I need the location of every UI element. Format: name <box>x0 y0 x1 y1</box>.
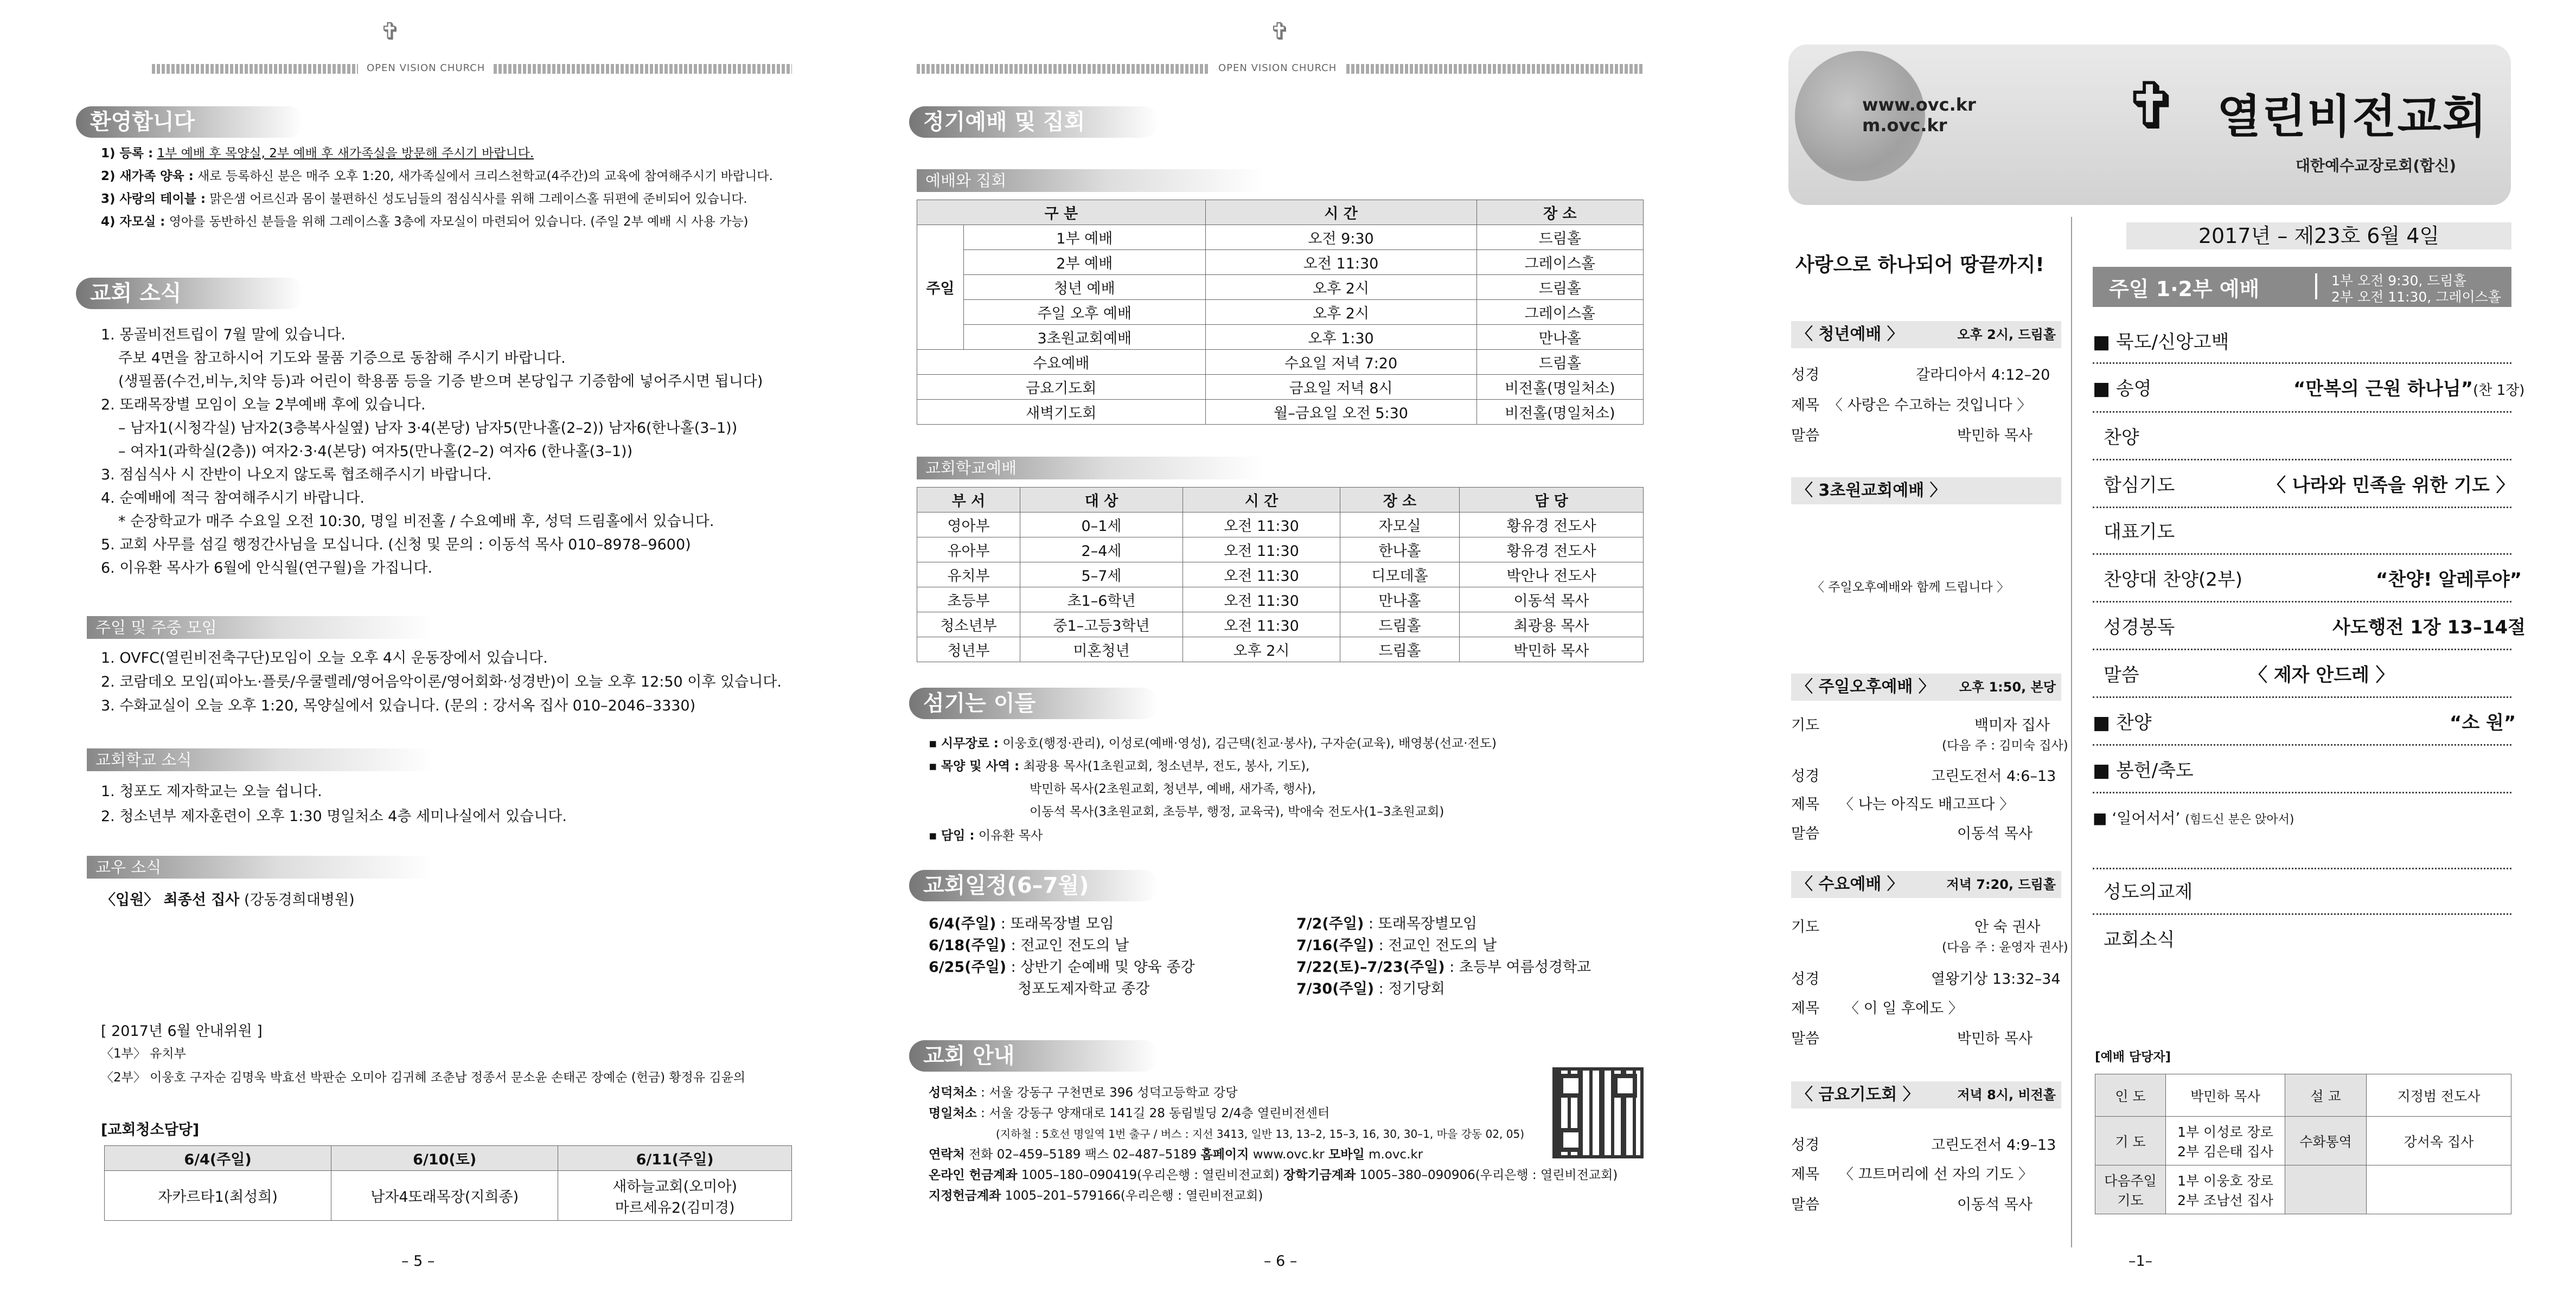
order-divider <box>2093 601 2511 603</box>
order-item: 대표기도 <box>2104 521 2175 543</box>
duty-table <box>2095 1074 2511 1214</box>
wed-value: (다음 주 : 윤영자 권사) <box>1942 940 2068 955</box>
worship-sub: 예배와 집회 <box>917 169 1264 192</box>
school-worship-sub: 교회학교예배 <box>917 457 1264 479</box>
duty-title: [예배 담당자] <box>2095 1050 2171 1064</box>
school-header: 부 서 <box>917 488 1020 513</box>
schedule-item: 7/22(토)–7/23(주일) : 초등부 여름성경학교 <box>1296 959 1591 976</box>
order-item: ■ 봉헌/축도 <box>2093 760 2194 781</box>
afternoon-label: 말씀 <box>1791 825 1820 842</box>
fri-label: 성경 <box>1791 1137 1820 1154</box>
fri-value: 이동석 목사 <box>1957 1196 2032 1213</box>
worship-cell: 수요예배 <box>917 350 1206 375</box>
c3-header: 〈 3초원교회예배 〉 <box>1791 477 2061 504</box>
order-item: 합심기도 <box>2104 475 2175 496</box>
duty-cell: 설 교 <box>2285 1074 2367 1117</box>
school-cell: 청소년부 <box>917 612 1020 637</box>
youth-label: 성경 <box>1791 367 1820 383</box>
schedule-item: 6/4(주일) : 또래목장별 모임 <box>929 915 1114 932</box>
cross-heart-icon: ✞ <box>380 18 401 46</box>
school-cell: 유아부 <box>917 537 1020 562</box>
cleaning-cell: 자카르타1(최성희) <box>105 1171 331 1221</box>
order-item: 찬양대 찬양(2부) <box>2104 569 2243 591</box>
youth-value: 갈라디아서 4:12–20 <box>1916 367 2050 383</box>
worship-cell: 금요기도회 <box>917 375 1206 400</box>
school-header: 담 당 <box>1460 488 1644 513</box>
servants-line: ▪ 시무장로 : 이웅호(행정·관리), 이성로(예배·영성), 김근택(친교·봉사), 구자순(교육), 배영봉(선교·전도) <box>929 736 1497 751</box>
worship-cell: 주일 오후 예배 <box>964 300 1206 325</box>
vertical-divider <box>2071 217 2072 1247</box>
header-church-name: OPEN VISION CHURCH <box>358 62 494 74</box>
school-cell: 오전 11:30 <box>1183 587 1340 612</box>
school-cell: 박안나 전도사 <box>1460 562 1644 587</box>
welcome-item: 2) 새가족 양육 : 새로 등록하신 분은 매주 오후 1:20, 새가족실에서 크리스천학교(4주간)의 교육에 참여해주시기 바랍니다. <box>101 169 773 183</box>
wed-value: 열왕기상 13:32–34 <box>1931 971 2061 988</box>
youth-value: 〈 사랑은 수고하는 것입니다 〉 <box>1828 397 2032 414</box>
school-cell: 드림홀 <box>1340 612 1460 637</box>
banner-url: www.ovc.kr <box>1862 94 1976 115</box>
order-value: “소 원” <box>2450 712 2516 734</box>
news-line: 3. 점심식사 시 잔반이 나오지 않도록 협조해주시기 바랍니다. <box>101 466 492 483</box>
fri-value: 〈 끄트머리에 선 자의 기도 〉 <box>1839 1166 2033 1183</box>
news-line: 4. 순예배에 적극 참여해주시기 바랍니다. <box>101 490 365 507</box>
worship-header: 시 간 <box>1205 200 1476 225</box>
news-line: 5. 교회 사무를 섬길 행정간사님을 모십니다. (신청 및 문의 : 이동석 목사 010–8978–9600) <box>101 536 691 553</box>
worship-cell: 2부 예배 <box>964 250 1206 275</box>
duty-cell: 지정범 전도사 <box>2367 1074 2511 1117</box>
worship-cell: 오후 1:30 <box>1205 325 1476 350</box>
header-church-name: OPEN VISION CHURCH <box>1210 62 1345 74</box>
school-cell: 2–4세 <box>1020 537 1183 562</box>
service-time: 1부 오전 9:30, 드림홀 <box>2331 273 2466 289</box>
member-news-title: 교우 소식 <box>87 856 434 879</box>
school-cell: 오전 11:30 <box>1183 612 1340 637</box>
school-cell: 황유경 전도사 <box>1460 513 1644 537</box>
worship-cell: 만나홀 <box>1476 325 1643 350</box>
welcome-title: 환영합니다 <box>76 106 304 138</box>
schedule-item: 청포도제자학교 종강 <box>1018 981 1150 997</box>
qr-code-icon <box>1552 1067 1644 1158</box>
worship-cell: 1부 예배 <box>964 225 1206 250</box>
worship-title: 정기예배 및 집회 <box>909 106 1159 138</box>
news-line: 6. 이유환 목사가 6월에 안식월(연구월)을 가집니다. <box>101 560 433 576</box>
order-value: 〈 나라와 민족을 위한 기도 〉 <box>2267 475 2515 496</box>
wed-label: 기도 <box>1791 919 1820 936</box>
slogan: 사랑으로 하나되어 땅끝까지! <box>1795 254 2044 276</box>
order-value: 〈 제자 안드레 〉 <box>2249 664 2394 686</box>
school-cell: 유치부 <box>917 562 1020 587</box>
wed-label: 성경 <box>1791 971 1820 988</box>
servants-line: 박민하 목사(2초원교회, 청년부, 예배, 새가족, 행사), <box>1030 782 1316 796</box>
school-cell: 최광용 목사 <box>1460 612 1644 637</box>
order-divider <box>2093 868 2511 869</box>
order-item: ■ ‘일어서서’ (힘드신 분은 앉아서) <box>2093 809 2294 827</box>
school-cell: 0–1세 <box>1020 513 1183 537</box>
afternoon-value: 백미자 집사 <box>1974 717 2050 734</box>
wed-value: 〈 이 일 후에도 〉 <box>1844 1000 1963 1017</box>
order-divider <box>2093 913 2511 915</box>
header-bar-middle <box>917 64 1644 74</box>
order-divider <box>2093 744 2511 746</box>
sunday-line: 2. 코람데오 모임(피아노·플룻/우쿨렐레/영어음악이론/영어회화·성경반)이 오늘 오후 12:50 이후 있습니다. <box>101 674 782 690</box>
afternoon-label: 성경 <box>1791 768 1820 785</box>
cross-heart-icon: ✞ <box>1270 18 1290 46</box>
afternoon-value: 〈 나는 아직도 배고프다 〉 <box>1839 796 2015 813</box>
order-item: ■ 찬양 <box>2093 712 2152 734</box>
worship-cell: 금요일 저녁 8시 <box>1205 375 1476 400</box>
church-logo-middle <box>1172 18 1389 46</box>
info-line: 온라인 헌금계좌 1005–180–090419(우리은행 : 열린비전교회) 장학기금계좌 1005–380–090906(우리은행 : 열린비전교회) <box>929 1168 1618 1182</box>
cleaning-cell: 새하늘교회(오미아) 마르세유2(김미경) <box>558 1171 792 1221</box>
order-item: 성경봉독 <box>2104 617 2175 638</box>
info-line: (지하철 : 5호선 명일역 1번 출구 / 버스 : 지선 3413, 일반 13, 13–2, 15–3, 16, 30, 30–1, 마을 강동 02, 05) <box>996 1128 1525 1141</box>
afternoon-label: 제목 <box>1791 796 1820 813</box>
afternoon-label: 기도 <box>1791 717 1820 734</box>
wed-label: 제목 <box>1791 1000 1820 1017</box>
fri-label: 말씀 <box>1791 1196 1820 1213</box>
school-cell: 초1–6학년 <box>1020 587 1183 612</box>
order-item: 찬양 <box>2104 427 2139 449</box>
afternoon-value: (다음 주 : 김미숙 집사) <box>1942 739 2068 753</box>
sunday-meetings-title: 주일 및 주중 모임 <box>87 616 434 639</box>
fri-label: 제목 <box>1791 1166 1820 1183</box>
news-line: (생필품(수건,비누,치약 등)과 어린이 학용품 등을 기증 받으며 본당입구 기증함에 넣어주시면 됩니다) <box>118 373 763 390</box>
duty-cell: 1부 이성로 장로 2부 김은태 집사 <box>2166 1117 2285 1165</box>
school-line: 2. 청소년부 제자훈련이 오후 1:30 명일처소 4층 세미나실에서 있습니다. <box>101 808 567 825</box>
info-line: 연락처 전화 02–459–5189 팩스 02–487–5189 홈페이지 www.ovc.kr 모바일 m.ovc.kr <box>929 1148 1423 1162</box>
service-sep <box>2315 273 2317 299</box>
school-cell: 황유경 전도사 <box>1460 537 1644 562</box>
service-banner <box>2093 267 2511 307</box>
order-value: 사도행전 1장 13–14절 <box>2332 617 2526 638</box>
page-number: – 5 – <box>401 1253 435 1270</box>
schedule-item: 6/18(주일) : 전교인 전도의 날 <box>929 937 1129 954</box>
order-divider <box>2093 362 2511 364</box>
worship-cell: 비전홀(명일처소) <box>1476 400 1643 425</box>
info-line: 지정헌금계좌 1005–201–579166(우리은행 : 열린비전교회) <box>929 1189 1263 1203</box>
schedule-item: 7/30(주일) : 정기당회 <box>1296 981 1445 997</box>
order-divider <box>2093 507 2511 508</box>
order-divider <box>2093 411 2511 413</box>
worship-cell: 오전 9:30 <box>1205 225 1476 250</box>
service-title: 주일 1·2부 예배 <box>2109 277 2260 301</box>
school-cell: 박민하 목사 <box>1460 637 1644 662</box>
worship-cell: 드림홀 <box>1476 350 1643 375</box>
church-logo-left <box>282 18 499 46</box>
youth-header: 〈 청년예배 〉 오후 2시, 드림홀 <box>1791 321 2061 348</box>
order-item: ■ 묵도/신앙고백 <box>2093 331 2229 353</box>
afternoon-value: 이동석 목사 <box>1957 825 2032 842</box>
school-cell: 이동석 목사 <box>1460 587 1644 612</box>
page-number: –1– <box>2128 1253 2153 1270</box>
worship-cell: 월–금요일 오전 5:30 <box>1205 400 1476 425</box>
welcome-item: 3) 사랑의 테이블 : 맑은샘 어르신과 몸이 불편하신 성도님들의 점심식사를 위해 그레이스홀 뒤편에 준비되어 있습니다. <box>101 192 747 206</box>
servants-line: ▪ 목양 및 사역 : 최광용 목사(1초원교회, 청소년부, 전도, 봉사, 기도), <box>929 759 1310 773</box>
cleaning-cell: 남자4또래목장(지희종) <box>331 1171 558 1221</box>
cleaning-table <box>104 1145 792 1221</box>
news-line: 주보 4면을 참고하시어 기도와 물품 기증으로 동참해 주시기 바랍니다. <box>118 350 566 367</box>
duty-cell: 박민하 목사 <box>2166 1074 2285 1117</box>
school-cell: 한나홀 <box>1340 537 1460 562</box>
cleaning-title: [교회청소담당] <box>101 1122 200 1138</box>
order-item: ■ 송영 <box>2093 378 2152 400</box>
news-line: * 순장학교가 매주 수요일 오전 10:30, 명일 비전홀 / 수요예배 후, 성덕 드림홀에서 있습니다. <box>118 513 714 530</box>
sunday-line: 1. OVFC(열린비전축구단)모임이 오늘 오후 4시 운동장에서 있습니다. <box>101 650 548 667</box>
page-number: – 6 – <box>1264 1253 1297 1270</box>
worship-cell: 비전홀(명일처소) <box>1476 375 1643 400</box>
schedule-title: 교회일정(6–7월) <box>909 870 1159 901</box>
school-cell: 오전 11:30 <box>1183 537 1340 562</box>
worship-cell: 새벽기도회 <box>917 400 1206 425</box>
afternoon-value: 고린도전서 4:6–13 <box>1931 768 2056 785</box>
sunday-line: 3. 수화교실이 오늘 오후 1:20, 목양실에서 있습니다. (문의 : 강서옥 집사 010–2046–3330) <box>101 697 696 714</box>
servants-line: ▪ 담임 : 이유환 목사 <box>929 829 1043 843</box>
wed-header: 〈 수요예배 〉 저녁 7:20, 드림홀 <box>1791 871 2061 898</box>
school-header: 장 소 <box>1340 488 1460 513</box>
school-cell: 오전 11:30 <box>1183 513 1340 537</box>
order-divider <box>2093 696 2511 698</box>
wed-label: 말씀 <box>1791 1030 1820 1047</box>
fri-value: 고린도전서 4:9–13 <box>1931 1137 2056 1154</box>
worship-cell: 수요일 저녁 7:20 <box>1205 350 1476 375</box>
member-line: 〈입원〉 최종선 집사 (강동경희대병원) <box>101 892 355 908</box>
school-table <box>917 487 1644 662</box>
school-header: 시 간 <box>1183 488 1340 513</box>
duty-cell: 기 도 <box>2095 1117 2166 1165</box>
school-cell: 초등부 <box>917 587 1020 612</box>
church-emblem-icon: ✞ <box>2125 69 2179 144</box>
school-news-title: 교회학교 소식 <box>87 748 434 771</box>
duty-cell: 1부 이웅호 장로 2부 조남선 집사 <box>2166 1165 2285 1214</box>
school-cell: 만나홀 <box>1340 587 1460 612</box>
service-time: 2부 오전 11:30, 그레이스홀 <box>2331 289 2501 305</box>
school-cell: 영아부 <box>917 513 1020 537</box>
servants-title: 섬기는 이들 <box>909 688 1159 719</box>
school-cell: 자모실 <box>1340 513 1460 537</box>
guide-line: 〈2부〉 이웅호 구자순 김명욱 박효선 박판순 오미아 김귀혜 조춘남 정종서 문소윤 손태곤 장예순 (헌금) 황정유 김윤의 <box>101 1071 746 1085</box>
header-bar-left <box>152 64 792 74</box>
worship-table <box>917 200 1644 425</box>
worship-group: 주일 <box>917 225 964 350</box>
news-line: 1. 몽골비전트립이 7월 말에 있습니다. <box>101 326 346 343</box>
school-cell: 오후 2시 <box>1183 637 1340 662</box>
wed-value: 안 숙 권사 <box>1974 919 2041 936</box>
order-divider <box>2093 649 2511 650</box>
youth-label: 말씀 <box>1791 427 1820 444</box>
order-value: “찬양! 알레루야” <box>2376 569 2522 591</box>
youth-label: 제목 <box>1791 397 1820 414</box>
guide-line: 〈1부〉 유치부 <box>101 1047 186 1061</box>
school-cell: 5–7세 <box>1020 562 1183 587</box>
news-line: 2. 또래목장별 모임이 오늘 2부예배 후에 있습니다. <box>101 396 426 413</box>
banner <box>1788 44 2511 205</box>
order-item: 교회소식 <box>2104 929 2175 951</box>
school-cell: 드림홀 <box>1340 637 1460 662</box>
cleaning-header: 6/11(주일) <box>558 1146 792 1171</box>
duty-cell: 강서옥 집사 <box>2367 1117 2511 1165</box>
worship-cell: 드림홀 <box>1476 225 1643 250</box>
worship-header: 장 소 <box>1476 200 1643 225</box>
worship-cell: 3초원교회예배 <box>964 325 1206 350</box>
welcome-item: 1) 등록 : 1부 예배 후 목양실, 2부 예배 후 새가족실을 방문해 주시기 바랍니다. <box>101 146 534 161</box>
news-line: – 여자1(과학실(2층)) 여자2·3·4(본당) 여자5(만나홀(2–2) 여자6 (한나홀(3–1)) <box>118 443 633 460</box>
worship-cell: 그레이스홀 <box>1476 300 1643 325</box>
duty-cell: 다음주일 기도 <box>2095 1165 2166 1214</box>
worship-cell: 오전 11:30 <box>1205 250 1476 275</box>
fri-header: 〈 금요기도회 〉 저녁 8시, 비전홀 <box>1791 1081 2061 1109</box>
school-header: 대 상 <box>1020 488 1183 513</box>
school-cell: 청년부 <box>917 637 1020 662</box>
order-value: “만복의 근원 하나님”(찬 1장) <box>2293 378 2525 400</box>
school-line: 1. 청포도 제자학교는 오늘 쉽니다. <box>101 783 322 800</box>
news-line: – 남자1(시청각실) 남자2(3층복사실옆) 남자 3·4(본당) 남자5(만나홀(2–2)) 남자6(한나홀(3–1)) <box>118 420 738 437</box>
worship-cell: 그레이스홀 <box>1476 250 1643 275</box>
worship-cell: 오후 2시 <box>1205 300 1476 325</box>
duty-cell: 수화통역 <box>2285 1117 2367 1165</box>
duty-cell: 인 도 <box>2095 1074 2166 1117</box>
school-cell: 중1–고등3학년 <box>1020 612 1183 637</box>
issue-date: 2017년 – 제23호 6월 4일 <box>2126 222 2511 249</box>
worship-cell: 오후 2시 <box>1205 275 1476 300</box>
church-name: 열린비전교회 <box>2217 90 2488 143</box>
school-cell: 디모데홀 <box>1340 562 1460 587</box>
news-title: 교회 소식 <box>76 278 304 309</box>
info-line: 명일처소 : 서울 강동구 양재대로 141길 28 동림빌딩 2/4층 열린비전센터 <box>929 1106 1330 1120</box>
order-item: 성도의교제 <box>2104 881 2193 903</box>
school-cell: 미혼청년 <box>1020 637 1183 662</box>
order-item: 말씀 <box>2104 664 2139 686</box>
youth-value: 박민하 목사 <box>1957 427 2032 444</box>
worship-cell: 청년 예배 <box>964 275 1206 300</box>
worship-cell: 드림홀 <box>1476 275 1643 300</box>
schedule-item: 7/16(주일) : 전교인 전도의 날 <box>1296 937 1497 954</box>
cleaning-header: 6/10(토) <box>331 1146 558 1171</box>
c3-note: 〈 주일오후예배와 함께 드립니다 〉 <box>1812 580 2010 594</box>
welcome-item: 4) 자모실 : 영아를 동반하신 분들을 위해 그레이스홀 3층에 자모실이 마련되어 있습니다. (주일 2부 예배 시 사용 가능) <box>101 215 749 229</box>
banner-url: m.ovc.kr <box>1862 115 1947 136</box>
servants-line: 이동석 목사(3초원교회, 초등부, 행정, 교육국), 박애숙 전도사(1–3초원교회) <box>1030 805 1444 819</box>
info-line: 성덕처소 : 서울 강동구 구천면로 396 성덕고등학교 강당 <box>929 1086 1238 1100</box>
cleaning-header: 6/4(주일) <box>105 1146 331 1171</box>
order-divider <box>2093 553 2511 555</box>
denomination: 대한예수교장로회(합신) <box>2296 157 2457 175</box>
school-cell: 오전 11:30 <box>1183 562 1340 587</box>
schedule-item: 6/25(주일) : 상반기 순예배 및 양육 종강 <box>929 959 1195 976</box>
order-divider <box>2093 792 2511 793</box>
afternoon-header: 〈 주일오후예배 〉 오후 1:50, 본당 <box>1791 674 2061 701</box>
wed-value: 박민하 목사 <box>1957 1030 2032 1047</box>
order-divider <box>2093 459 2511 460</box>
schedule-item: 7/2(주일) : 또래목장별모임 <box>1296 915 1478 932</box>
worship-header: 구 분 <box>917 200 1206 225</box>
guide-title: [ 2017년 6월 안내위원 ] <box>101 1023 263 1040</box>
info-title: 교회 안내 <box>909 1040 1159 1072</box>
